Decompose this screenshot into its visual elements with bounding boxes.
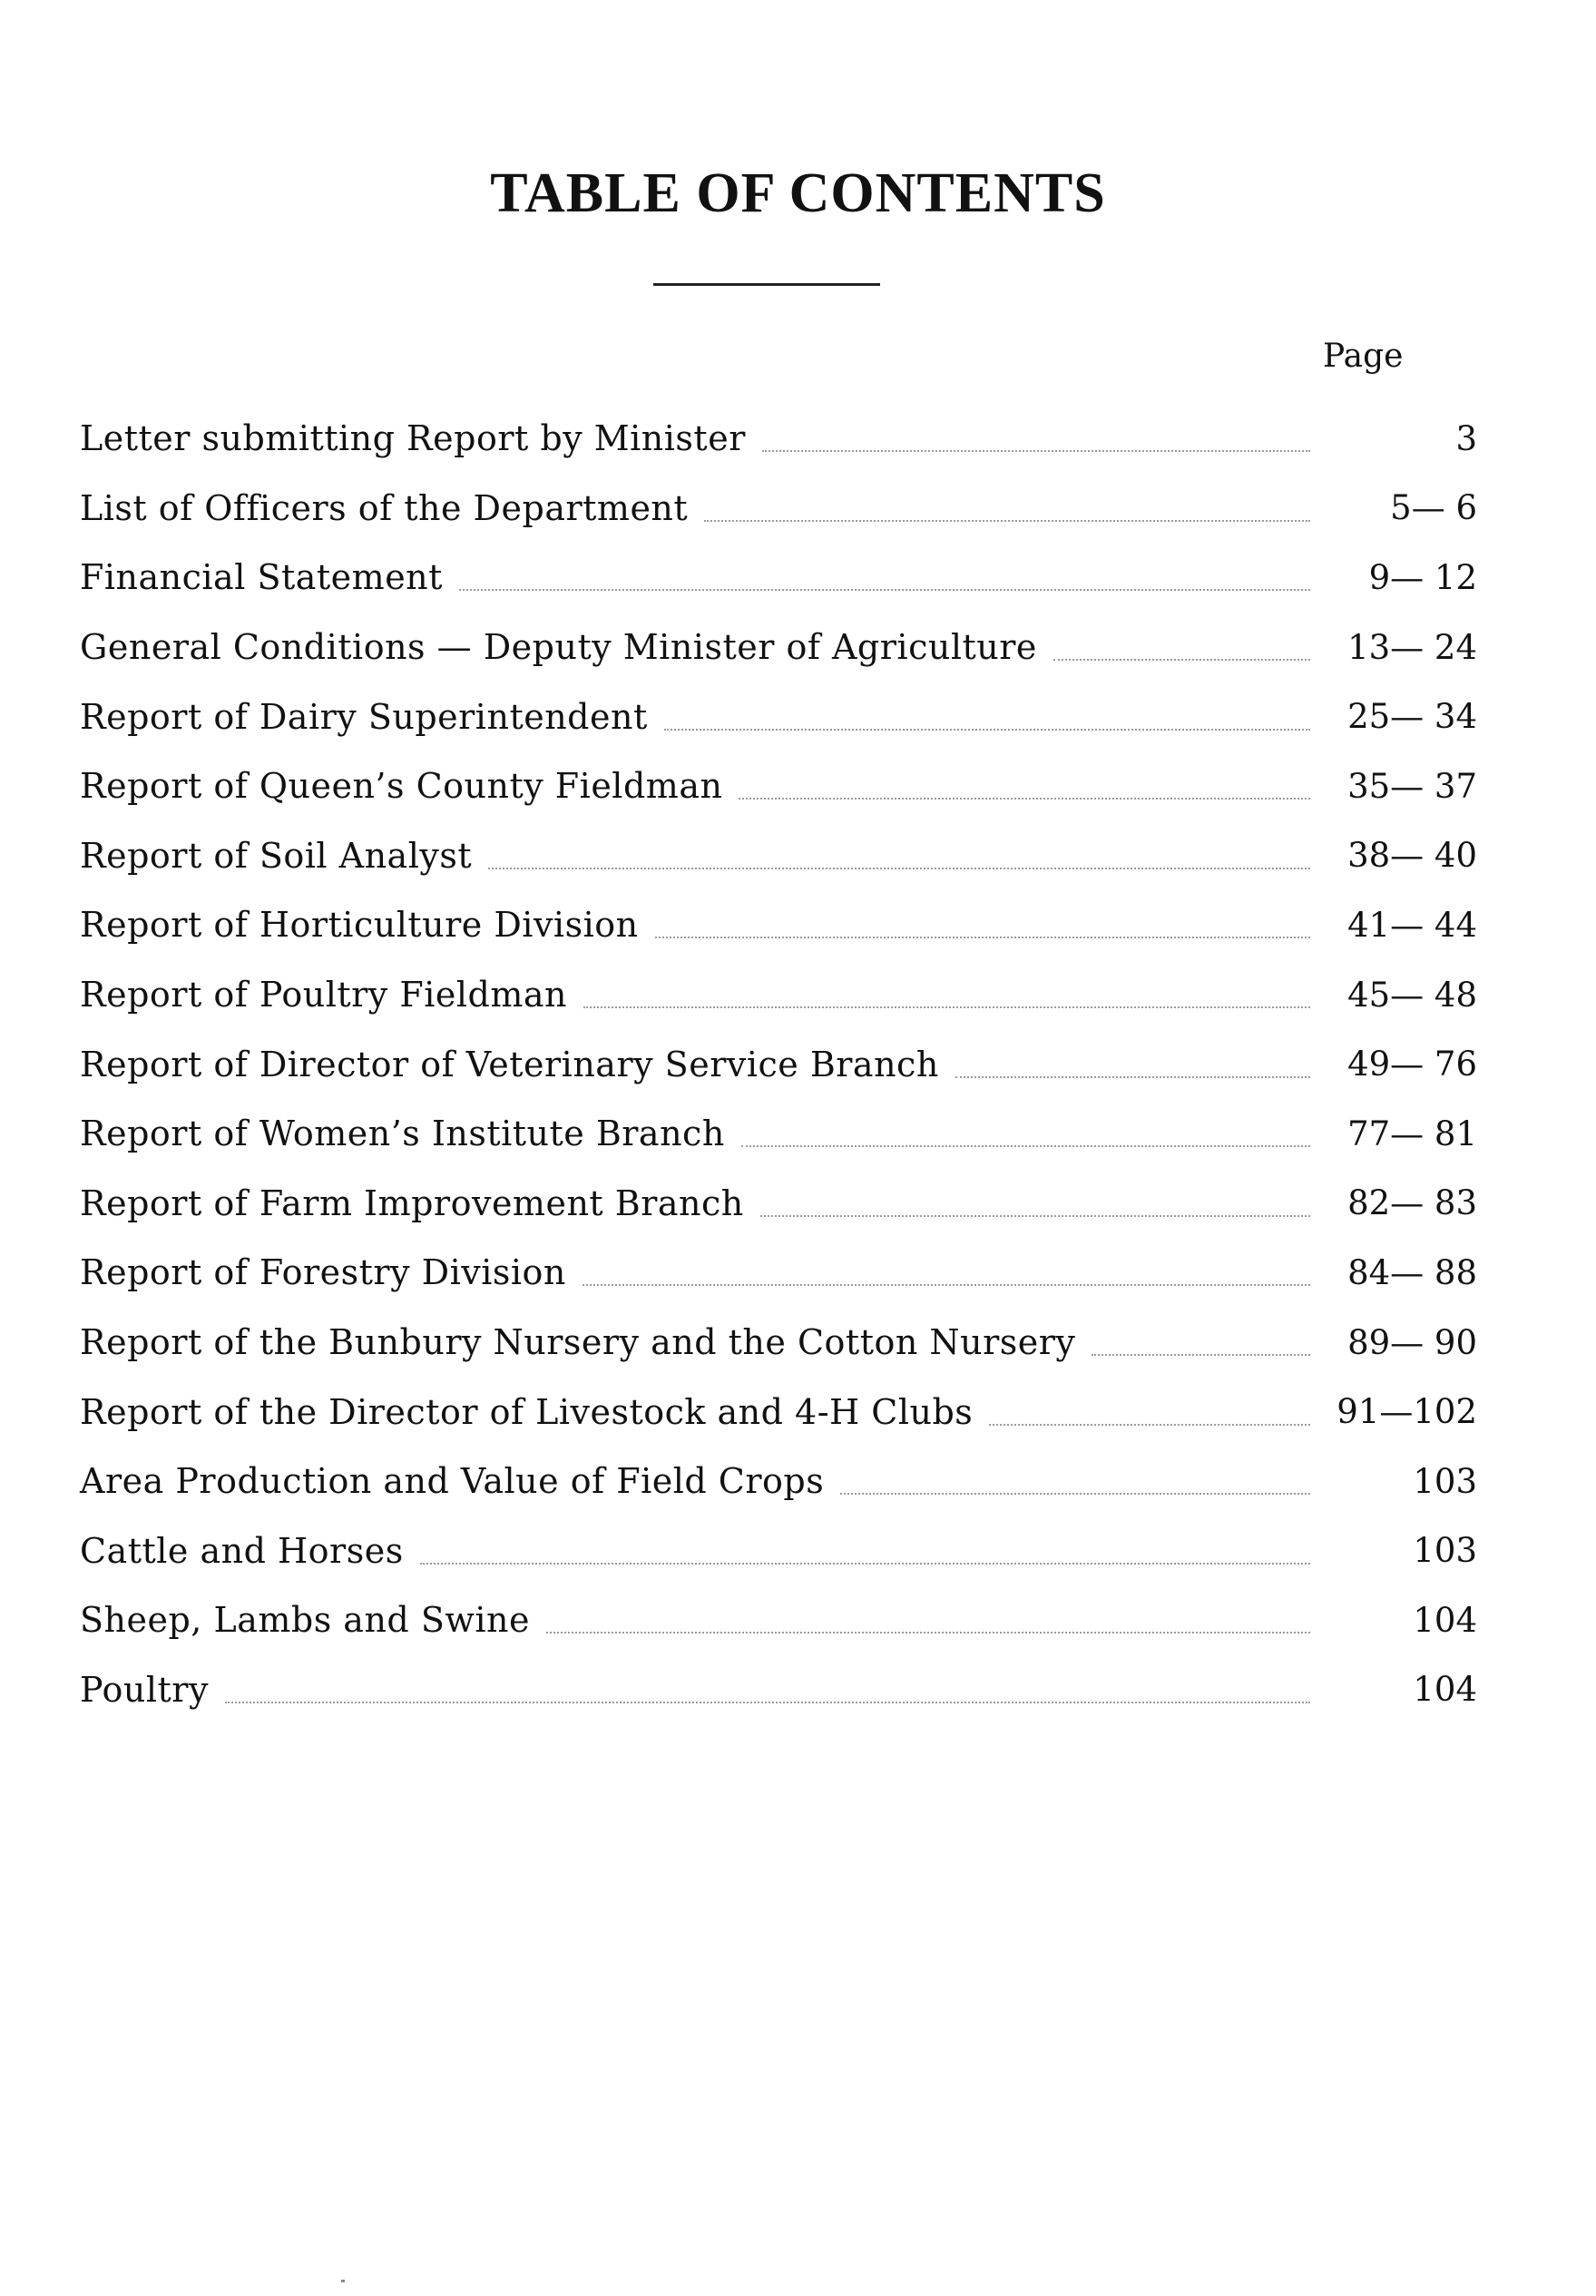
toc-entry-title: Report of Poultry Fieldman	[80, 975, 568, 1016]
toc-entry-title: Report of Forestry Division	[80, 1252, 566, 1293]
toc-entry-title: Report of Women’s Institute Branch	[80, 1114, 725, 1154]
toc-entry	[80, 1655, 1477, 1725]
toc-entry-pages: 35— 37	[1347, 766, 1477, 806]
toc-entry-title: Report of Soil Analyst	[80, 835, 473, 876]
toc-entry	[80, 960, 1477, 1030]
dot-leader	[1053, 659, 1310, 661]
toc-entry-pages: 5— 6	[1390, 488, 1477, 528]
toc-entry	[80, 1099, 1477, 1169]
toc-entry	[80, 821, 1477, 891]
toc-entry-title: Sheep, Lambs and Swine	[80, 1600, 531, 1641]
toc-entry	[80, 682, 1477, 751]
toc-entry	[80, 613, 1477, 682]
toc-entry-title: General Conditions — Deputy Minister of Agriculture	[80, 627, 1037, 668]
dot-leader	[655, 937, 1310, 938]
toc-entry-pages: 49— 76	[1347, 1045, 1477, 1084]
toc-entry	[80, 1238, 1477, 1308]
dot-leader	[760, 1215, 1310, 1217]
toc-entry	[80, 1029, 1477, 1099]
toc-entry-title: List of Officers of the Department	[80, 487, 689, 528]
dot-leader	[420, 1563, 1310, 1565]
toc-entry	[80, 404, 1477, 474]
toc-entry-pages: 103	[1413, 1531, 1477, 1571]
toc-entry	[80, 751, 1477, 821]
dot-leader	[704, 520, 1310, 522]
toc-entry-title: Report of Queen’s County Fieldman	[80, 766, 723, 807]
toc-entry-pages: 13— 24	[1347, 627, 1477, 667]
toc-entry-title: Cattle and Horses	[80, 1530, 404, 1571]
page-title: TABLE OF CONTENTS	[490, 162, 1106, 224]
toc-entry	[80, 1516, 1477, 1586]
dot-leader	[840, 1493, 1310, 1495]
toc-entry-pages: 91—102	[1337, 1392, 1477, 1432]
dot-leader	[546, 1632, 1310, 1634]
toc-entry-title: Report of Director of Veterinary Service Branch	[80, 1044, 939, 1084]
toc-entry-title: Financial Statement	[80, 557, 443, 598]
toc-entry-title: Area Production and Value of Field Crops	[80, 1461, 825, 1502]
toc-entry	[80, 543, 1477, 613]
toc-entry-title: Report of the Director of Livestock and 4-H Clubs	[80, 1391, 974, 1432]
dot-leader	[664, 729, 1310, 731]
page-column-header: Page	[1323, 338, 1404, 375]
toc-entry-pages: 9— 12	[1368, 557, 1477, 597]
toc-entry-pages: 77— 81	[1347, 1114, 1477, 1153]
toc-entry-pages: 89— 90	[1347, 1322, 1477, 1362]
dot-leader	[225, 1702, 1310, 1703]
toc-entry-pages: 3	[1455, 418, 1477, 458]
toc-entry-pages: 84— 88	[1347, 1252, 1477, 1292]
toc-entry-pages: 104	[1413, 1670, 1477, 1710]
toc-entry-pages: 41— 44	[1347, 905, 1477, 945]
dot-leader	[741, 1145, 1310, 1147]
dot-leader	[1092, 1354, 1310, 1356]
toc-entry-pages: 45— 48	[1347, 975, 1477, 1015]
toc-entry-title: Report of the Bunbury Nursery and the Cotton Nursery	[80, 1322, 1076, 1363]
toc-entry-pages: 103	[1413, 1461, 1477, 1501]
toc-entry	[80, 1169, 1477, 1239]
toc-entry	[80, 1447, 1477, 1516]
scan-speck	[341, 2280, 345, 2282]
title-underline-rule	[653, 283, 880, 286]
dot-leader	[739, 798, 1310, 800]
toc-entry	[80, 474, 1477, 544]
dot-leader	[583, 1006, 1310, 1008]
dot-leader	[488, 868, 1310, 869]
toc-entry-title: Poultry	[80, 1669, 209, 1710]
toc-entry-title: Letter submitting Report by Minister	[80, 418, 746, 459]
toc-entry-title: Report of Horticulture Division	[80, 905, 639, 946]
toc-entry-title: Report of Dairy Superintendent	[80, 696, 648, 737]
dot-leader	[583, 1284, 1310, 1286]
dot-leader	[955, 1076, 1310, 1078]
table-of-contents-list	[80, 404, 1477, 1724]
dot-leader	[989, 1424, 1310, 1426]
toc-entry-pages: 82— 83	[1347, 1183, 1477, 1223]
toc-entry-pages: 104	[1413, 1600, 1477, 1640]
toc-entry	[80, 890, 1477, 960]
toc-entry-title: Report of Farm Improvement Branch	[80, 1182, 744, 1223]
toc-entry	[80, 1377, 1477, 1447]
toc-entry	[80, 1308, 1477, 1378]
toc-entry	[80, 1585, 1477, 1655]
dot-leader	[762, 450, 1310, 452]
dot-leader	[459, 589, 1310, 591]
toc-entry-pages: 25— 34	[1347, 697, 1477, 737]
toc-entry-pages: 38— 40	[1347, 836, 1477, 876]
